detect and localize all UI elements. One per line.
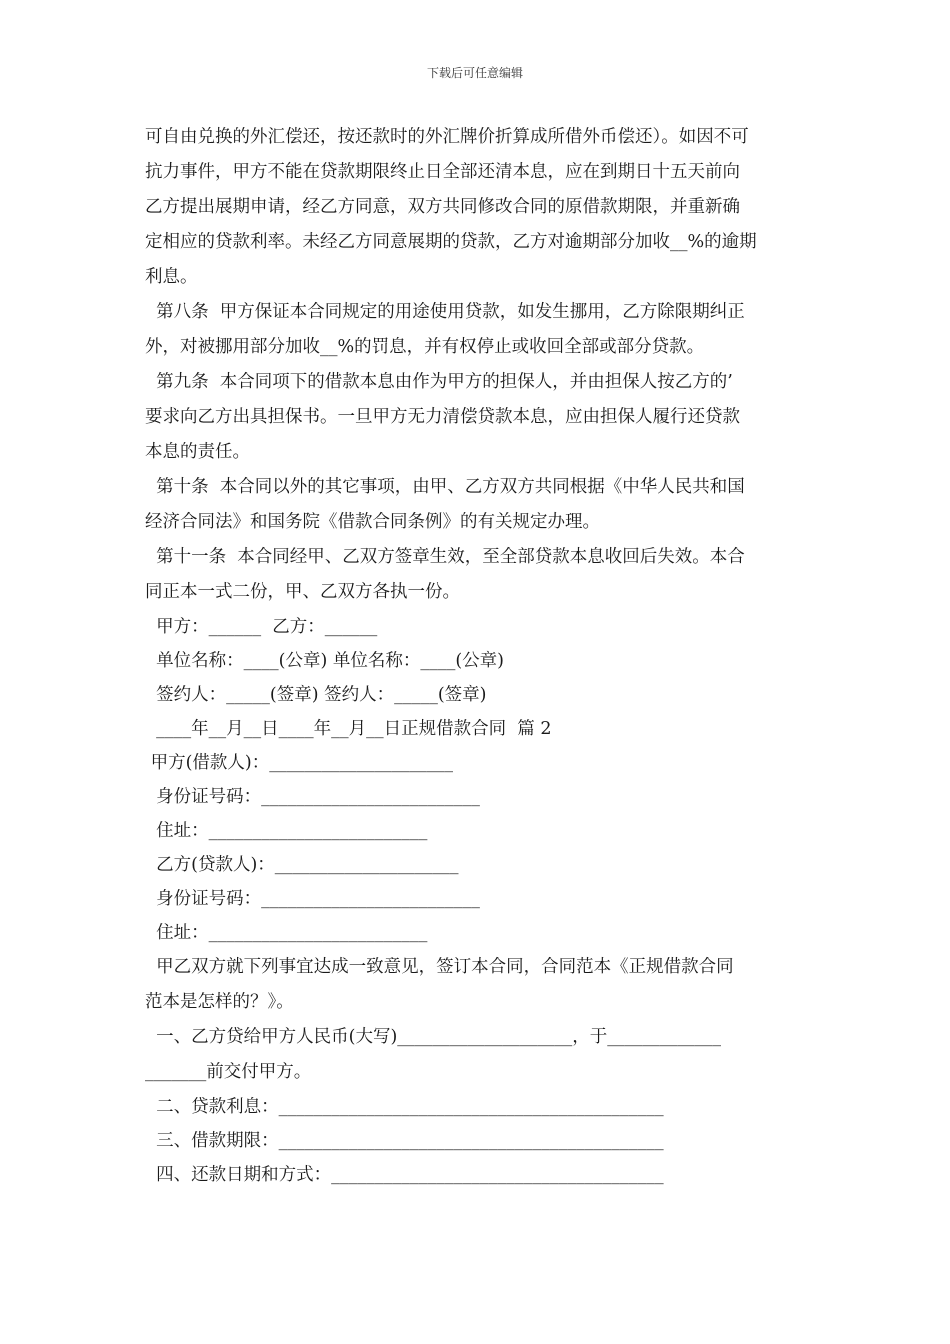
text-line: 经济合同法》和国务院《借款合同条例》的有关规定办理。 xyxy=(145,512,600,532)
clause-3: 三、借款期限：____________________________________________ xyxy=(145,1131,664,1151)
text-line: 可自由兑换的外汇偿还，按还款时的外汇牌价折算成所借外币偿还）。如因不可 xyxy=(145,127,749,147)
text-line: 同正本一式二份，甲、乙双方各执一份。 xyxy=(145,582,460,602)
lender-field: 乙方(贷款人)：_____________________ xyxy=(145,855,459,875)
address-field: 住址：_________________________ xyxy=(145,923,428,943)
text-line: 利息。 xyxy=(145,267,198,287)
address-field: 住址：_________________________ xyxy=(145,821,428,841)
article-9: 第九条 本合同项下的借款本息由作为甲方的担保人，并由担保人按乙方的’ xyxy=(145,372,733,392)
page-header: 下载后可任意编辑 xyxy=(426,66,523,80)
unit-name-line: 单位名称：____(公章) 单位名称：____(公章) xyxy=(145,651,504,671)
text-line: 定相应的贷款利率。未经乙方同意展期的贷款，乙方对逾期部分加收__%的逾期 xyxy=(145,232,757,252)
text-line: 范本是怎样的？》。 xyxy=(145,992,294,1012)
agreement-intro: 甲乙双方就下列事宜达成一致意见，签订本合同，合同范本《正规借款合同 xyxy=(145,957,734,977)
clause-2: 二、贷款利息：____________________________________________ xyxy=(145,1097,664,1117)
signature-block xyxy=(145,610,810,950)
text-line: 抗力事件，甲方不能在贷款期限终止日全部还清本息，应在到期日十五天前向 xyxy=(145,162,740,182)
clause-4: 四、还款日期和方式：______________________________________ xyxy=(145,1165,664,1185)
clause-1: 一、乙方贷给甲方人民币(大写)____________________，于_____________ xyxy=(145,1027,722,1047)
text-line: 要求向乙方出具担保书。一旦甲方无力清偿贷款本息，应由担保人履行还贷款 xyxy=(145,407,740,427)
id-number-field: 身份证号码：_________________________ xyxy=(145,787,480,807)
id-number-field: 身份证号码：_________________________ xyxy=(145,889,480,909)
document-body xyxy=(145,120,810,1192)
borrower-field: 甲方(借款人)：_____________________ xyxy=(145,753,453,773)
date-title-line: ____年__月__日____年__月__日正规借款合同 篇 2 xyxy=(145,719,552,739)
article-8: 第八条 甲方保证本合同规定的用途使用贷款，如发生挪用，乙方除限期纠正 xyxy=(145,302,745,322)
text-line: 乙方提出展期申请，经乙方同意，双方共同修改合同的原借款期限，并重新确 xyxy=(145,197,740,217)
parties-line: 甲方：______ 乙方：______ xyxy=(145,617,378,637)
text-line: 本息的责任。 xyxy=(145,442,250,462)
clause-block xyxy=(145,1090,810,1192)
article-11: 第十一条 本合同经甲、乙双方签章生效，至全部贷款本息收回后失效。本合 xyxy=(145,547,745,567)
text-line: 外，对被挪用部分加收__%的罚息，并有权停止或收回全部或部分贷款。 xyxy=(145,337,705,357)
article-10: 第十条 本合同以外的其它事项，由甲、乙方双方共同根据《中华人民共和国 xyxy=(145,477,745,497)
signer-line: 签约人：_____(签章) 签约人：_____(签章) xyxy=(145,685,487,705)
text-line: _______前交付甲方。 xyxy=(145,1062,312,1082)
